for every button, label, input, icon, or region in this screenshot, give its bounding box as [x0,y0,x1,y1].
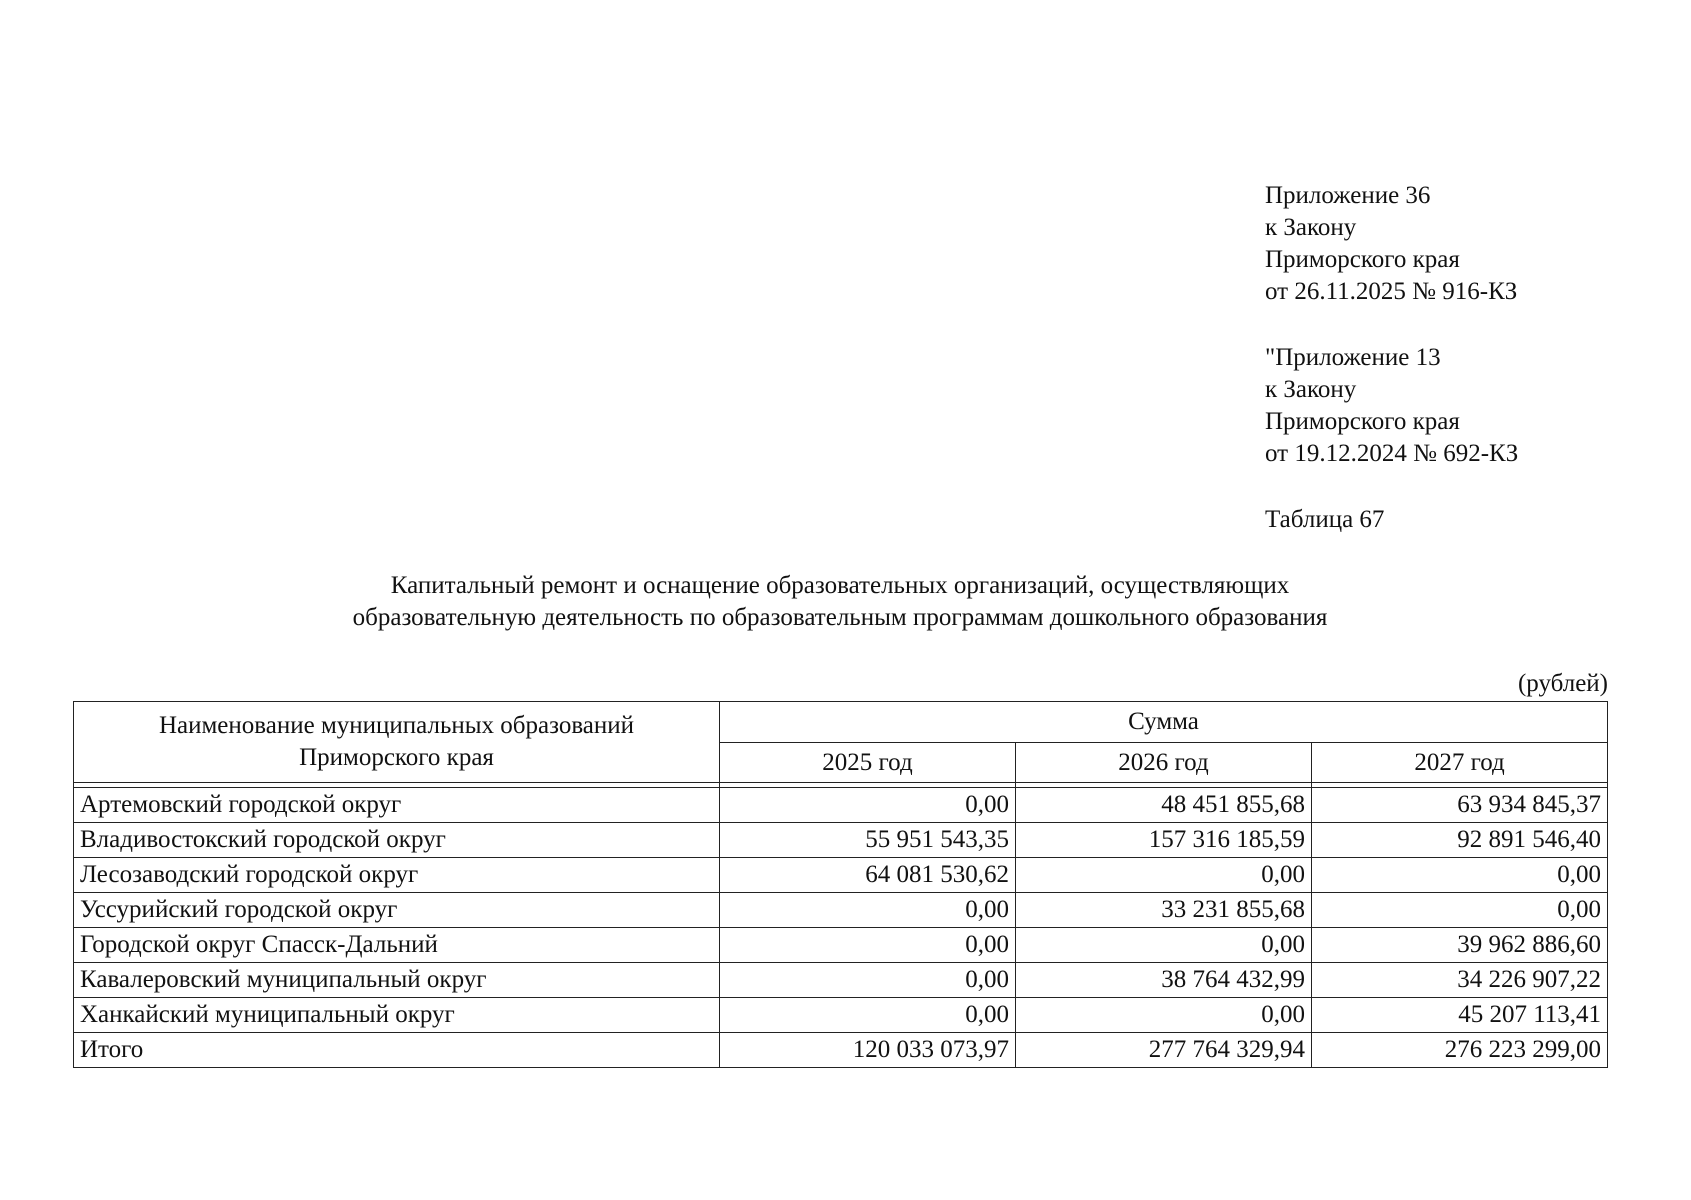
municipality-cell: Городской округ Спасск-Дальний [74,928,720,963]
annex-line: к Закону [1265,376,1357,403]
table-row [74,963,1608,998]
previous-annex-header [1265,342,1518,470]
amount-cell: 0,00 [720,788,1016,823]
amount-cell: 0,00 [720,963,1016,998]
table-row [74,893,1608,928]
amount-cell: 0,00 [1016,858,1312,893]
table-row [74,998,1608,1033]
municipality-cell: Уссурийский городской округ [74,893,720,928]
annex-line: Приморского края [1265,408,1460,435]
amount-cell: 48 451 855,68 [1016,788,1312,823]
amount-cell: 38 764 432,99 [1016,963,1312,998]
document-title [200,570,1480,634]
year-column-header: 2025 год [720,743,1016,783]
municipality-cell: Лесозаводский городской округ [74,858,720,893]
annex-line: от 26.11.2025 № 916-КЗ [1265,278,1518,305]
municipality-cell: Кавалеровский муниципальный округ [74,963,720,998]
amount-cell: 64 081 530,62 [720,858,1016,893]
amount-cell: 92 891 546,40 [1312,823,1608,858]
amount-cell: 34 226 907,22 [1312,963,1608,998]
table-number-label: Таблица 67 [1265,506,1385,533]
amount-cell: 45 207 113,41 [1312,998,1608,1033]
amount-cell: 63 934 845,37 [1312,788,1608,823]
total-row [74,1033,1608,1068]
municipality-column-header [74,702,720,783]
amount-cell: 0,00 [720,928,1016,963]
header-name-line: Приморского края [299,744,494,771]
amount-cell: 55 951 543,35 [720,823,1016,858]
amount-cell: 39 962 886,60 [1312,928,1608,963]
annex-line: "Приложение 13 [1265,344,1441,371]
table-row [74,858,1608,893]
annex-line: к Закону [1265,214,1357,241]
amount-cell: 0,00 [1312,858,1608,893]
annex-header [1265,180,1517,308]
municipality-cell: Ханкайский муниципальный округ [74,998,720,1033]
amount-cell: 0,00 [1312,893,1608,928]
funding-table [73,701,1608,1068]
sum-column-header: Сумма [720,702,1608,743]
header-name-line: Наименование муниципальных образований [158,712,635,739]
amount-cell: 0,00 [720,998,1016,1033]
table-row [74,823,1608,858]
table-header-row [74,702,1608,743]
annex-line: от 19.12.2024 № 692-КЗ [1265,440,1519,467]
amount-cell: 33 231 855,68 [1016,893,1312,928]
annex-line: Приложение 36 [1265,182,1431,209]
units-label: (рублей) [1517,670,1608,697]
amount-cell: 157 316 185,59 [1016,823,1312,858]
year-column-header: 2026 год [1016,743,1312,783]
annex-line: Приморского края [1265,246,1460,273]
municipality-cell: Владивостокский городской округ [74,823,720,858]
title-line: Капитальный ремонт и оснащение образовательных организаций, осуществляющих [390,572,1290,599]
amount-cell: 0,00 [1016,998,1312,1033]
title-line: образовательную деятельность по образовательным программам дошкольного образования [352,604,1328,631]
total-amount-cell: 120 033 073,97 [720,1033,1016,1068]
table-row [74,928,1608,963]
municipality-cell: Артемовский городской округ [74,788,720,823]
total-label-cell: Итого [74,1033,720,1068]
amount-cell: 0,00 [1016,928,1312,963]
amount-cell: 0,00 [720,893,1016,928]
total-amount-cell: 276 223 299,00 [1312,1033,1608,1068]
table-row [74,788,1608,823]
total-amount-cell: 277 764 329,94 [1016,1033,1312,1068]
year-column-header: 2027 год [1312,743,1608,783]
